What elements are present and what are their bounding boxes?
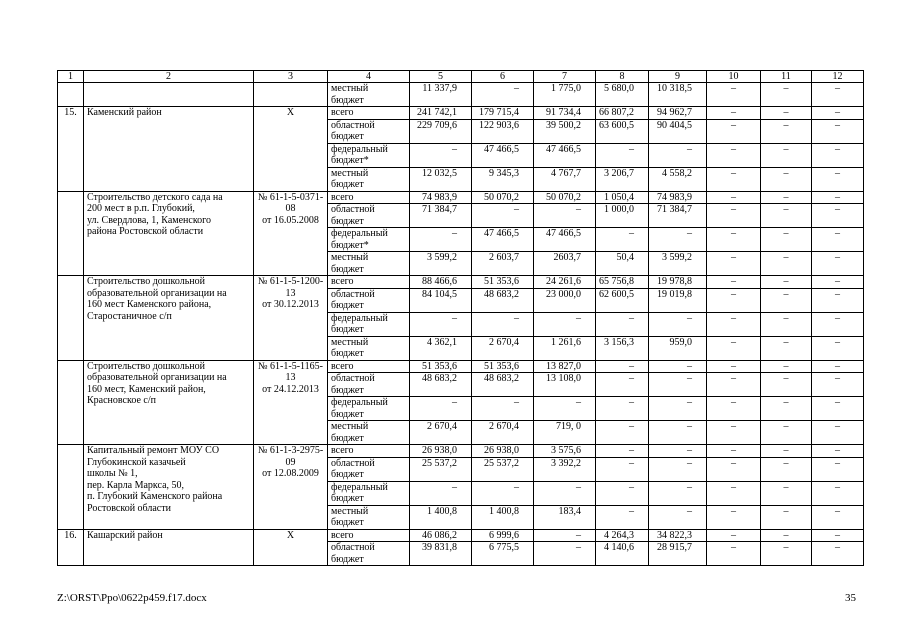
row-number [58, 83, 84, 107]
value-cell: 48 683,2 [472, 373, 534, 397]
funding-source: областной бюджет [328, 373, 410, 397]
funding-source: местный бюджет [328, 167, 410, 191]
value-cell: 28 915,7 [649, 542, 707, 566]
value-cell: – [707, 276, 761, 289]
funding-source: всего [328, 191, 410, 204]
value-cell: 4 362,1 [410, 336, 472, 360]
value-cell: – [649, 397, 707, 421]
table-row [58, 83, 864, 107]
value-cell: 719, 0 [534, 421, 596, 445]
value-cell: – [472, 481, 534, 505]
value-cell: – [596, 312, 649, 336]
value-cell: – [812, 336, 864, 360]
value-cell: – [707, 107, 761, 120]
value-cell: – [812, 191, 864, 204]
value-cell: 74 983,9 [649, 191, 707, 204]
value-cell: 19 019,8 [649, 288, 707, 312]
value-cell: – [472, 204, 534, 228]
value-cell: 959,0 [649, 336, 707, 360]
value-cell: – [707, 529, 761, 542]
value-cell: – [707, 505, 761, 529]
value-cell: 47 466,5 [534, 228, 596, 252]
value-cell: 3 156,3 [596, 336, 649, 360]
expertise-code [254, 83, 328, 107]
header-row [58, 71, 864, 83]
value-cell: – [596, 373, 649, 397]
value-cell: 2603,7 [534, 252, 596, 276]
value-cell: – [707, 204, 761, 228]
value-cell: – [761, 191, 812, 204]
value-cell: – [812, 505, 864, 529]
column-header: 7 [534, 71, 596, 83]
value-cell: – [707, 191, 761, 204]
value-cell: – [761, 360, 812, 373]
value-cell: 3 575,6 [534, 445, 596, 458]
table-body [58, 71, 864, 566]
value-cell: – [707, 445, 761, 458]
column-header: 5 [410, 71, 472, 83]
budget-table [57, 70, 864, 566]
value-cell: – [596, 445, 649, 458]
value-cell: 6 775,5 [472, 542, 534, 566]
value-cell: – [596, 505, 649, 529]
value-cell: 51 353,6 [410, 360, 472, 373]
value-cell: 66 807,2 [596, 107, 649, 120]
table-row [58, 360, 864, 373]
column-header: 11 [761, 71, 812, 83]
value-cell: – [649, 360, 707, 373]
value-cell: – [649, 505, 707, 529]
value-cell: 26 938,0 [410, 445, 472, 458]
value-cell: 229 709,6 [410, 119, 472, 143]
value-cell: 65 756,8 [596, 276, 649, 289]
column-header: 2 [84, 71, 254, 83]
funding-source: федеральный бюджет [328, 312, 410, 336]
value-cell: 50 070,2 [472, 191, 534, 204]
value-cell: – [707, 373, 761, 397]
value-cell: – [761, 252, 812, 276]
value-cell: – [761, 505, 812, 529]
value-cell: – [761, 167, 812, 191]
funding-source: местный бюджет [328, 505, 410, 529]
value-cell: – [761, 228, 812, 252]
value-cell: 13 108,0 [534, 373, 596, 397]
row-number: 16. [58, 529, 84, 566]
funding-source: местный бюджет [328, 83, 410, 107]
value-cell: 3 599,2 [410, 252, 472, 276]
value-cell: – [761, 143, 812, 167]
value-cell: 90 404,5 [649, 119, 707, 143]
funding-source: федеральный бюджет [328, 397, 410, 421]
value-cell: – [534, 397, 596, 421]
value-cell: – [649, 143, 707, 167]
value-cell: – [472, 83, 534, 107]
value-cell: – [410, 312, 472, 336]
value-cell: 3 206,7 [596, 167, 649, 191]
value-cell: – [707, 228, 761, 252]
value-cell: – [410, 397, 472, 421]
value-cell: – [761, 119, 812, 143]
funding-source: всего [328, 529, 410, 542]
value-cell: – [707, 481, 761, 505]
funding-source: местный бюджет [328, 421, 410, 445]
value-cell: 4 140,6 [596, 542, 649, 566]
funding-source: областной бюджет [328, 457, 410, 481]
row-number [58, 360, 84, 445]
funding-source: всего [328, 445, 410, 458]
value-cell: – [812, 457, 864, 481]
value-cell: 179 715,4 [472, 107, 534, 120]
value-cell: 23 000,0 [534, 288, 596, 312]
value-cell: – [649, 481, 707, 505]
value-cell: – [812, 481, 864, 505]
value-cell: – [707, 421, 761, 445]
value-cell: 19 978,8 [649, 276, 707, 289]
value-cell: – [761, 336, 812, 360]
value-cell: 74 983,9 [410, 191, 472, 204]
value-cell: 48 683,2 [472, 288, 534, 312]
value-cell: – [707, 143, 761, 167]
value-cell: – [649, 373, 707, 397]
value-cell: – [707, 252, 761, 276]
value-cell: – [812, 421, 864, 445]
column-header: 9 [649, 71, 707, 83]
value-cell: 241 742,1 [410, 107, 472, 120]
funding-source: федеральный бюджет [328, 481, 410, 505]
value-cell: – [761, 529, 812, 542]
funding-source: местный бюджет [328, 252, 410, 276]
funding-source: областной бюджет [328, 542, 410, 566]
value-cell: – [761, 421, 812, 445]
object-name: Строительство дошкольной образовательной организации на 160 мест, Каменский район, Красновское с/п [84, 360, 254, 445]
value-cell: 39 500,2 [534, 119, 596, 143]
value-cell: – [707, 542, 761, 566]
value-cell: – [761, 542, 812, 566]
value-cell: – [649, 445, 707, 458]
value-cell: – [534, 529, 596, 542]
value-cell: – [761, 373, 812, 397]
value-cell: 2 670,4 [410, 421, 472, 445]
value-cell: 94 962,7 [649, 107, 707, 120]
value-cell: – [534, 481, 596, 505]
value-cell: 9 345,3 [472, 167, 534, 191]
value-cell: 1 400,8 [410, 505, 472, 529]
row-number [58, 445, 84, 530]
value-cell: – [812, 119, 864, 143]
value-cell: 46 086,2 [410, 529, 472, 542]
value-cell: 48 683,2 [410, 373, 472, 397]
column-header: 8 [596, 71, 649, 83]
value-cell: – [596, 228, 649, 252]
value-cell: – [812, 397, 864, 421]
value-cell: 71 384,7 [649, 204, 707, 228]
value-cell: – [812, 228, 864, 252]
value-cell: – [761, 276, 812, 289]
value-cell: – [596, 421, 649, 445]
value-cell: 4 558,2 [649, 167, 707, 191]
value-cell: – [812, 167, 864, 191]
value-cell: – [761, 397, 812, 421]
row-number [58, 191, 84, 276]
value-cell: 25 537,2 [472, 457, 534, 481]
value-cell: – [812, 312, 864, 336]
value-cell: – [812, 529, 864, 542]
value-cell: 1 000,0 [596, 204, 649, 228]
value-cell: – [812, 252, 864, 276]
value-cell: 63 600,5 [596, 119, 649, 143]
value-cell: 4 767,7 [534, 167, 596, 191]
value-cell: 47 466,5 [472, 228, 534, 252]
value-cell: – [707, 360, 761, 373]
value-cell: – [534, 542, 596, 566]
table-row [58, 276, 864, 289]
value-cell: 2 670,4 [472, 336, 534, 360]
column-header: 12 [812, 71, 864, 83]
value-cell: – [812, 542, 864, 566]
value-cell: – [596, 457, 649, 481]
value-cell: 12 032,5 [410, 167, 472, 191]
table-row [58, 107, 864, 120]
value-cell: 24 261,6 [534, 276, 596, 289]
value-cell: 3 392,2 [534, 457, 596, 481]
value-cell: – [410, 228, 472, 252]
value-cell: 50,4 [596, 252, 649, 276]
value-cell: – [812, 83, 864, 107]
value-cell: 11 337,9 [410, 83, 472, 107]
value-cell: – [707, 288, 761, 312]
value-cell: – [596, 360, 649, 373]
value-cell: 62 600,5 [596, 288, 649, 312]
value-cell: 13 827,0 [534, 360, 596, 373]
value-cell: – [534, 204, 596, 228]
expertise-code: № 61-1-5-0371-08 от 16.05.2008 [254, 191, 328, 276]
object-name: Капитальный ремонт МОУ СО Глубокинской казачьей школы № 1, пер. Карла Маркса, 50, п. Глубокий Каменского района Ростовской области [84, 445, 254, 530]
value-cell: 91 734,4 [534, 107, 596, 120]
value-cell: 88 466,6 [410, 276, 472, 289]
value-cell: – [812, 288, 864, 312]
expertise-code: № 61-1-3-2975-09 от 12.08.2009 [254, 445, 328, 530]
table-row [58, 529, 864, 542]
column-header: 3 [254, 71, 328, 83]
expertise-code: Х [254, 529, 328, 566]
column-header: 4 [328, 71, 410, 83]
value-cell: – [596, 397, 649, 421]
funding-source: всего [328, 276, 410, 289]
value-cell: – [761, 107, 812, 120]
value-cell: 51 353,6 [472, 276, 534, 289]
value-cell: 1 775,0 [534, 83, 596, 107]
footer-page-number: 35 [845, 592, 856, 604]
value-cell: – [649, 421, 707, 445]
value-cell: – [812, 360, 864, 373]
value-cell: 26 938,0 [472, 445, 534, 458]
value-cell: 1 400,8 [472, 505, 534, 529]
value-cell: – [761, 288, 812, 312]
value-cell: – [596, 143, 649, 167]
value-cell: – [707, 457, 761, 481]
value-cell: – [812, 276, 864, 289]
value-cell: 183,4 [534, 505, 596, 529]
value-cell: 10 318,5 [649, 83, 707, 107]
column-header: 6 [472, 71, 534, 83]
funding-source: местный бюджет [328, 336, 410, 360]
value-cell: – [812, 143, 864, 167]
value-cell: – [761, 445, 812, 458]
value-cell: – [761, 481, 812, 505]
value-cell: – [472, 397, 534, 421]
row-number [58, 276, 84, 361]
value-cell: – [812, 204, 864, 228]
value-cell: 122 903,6 [472, 119, 534, 143]
value-cell: 3 599,2 [649, 252, 707, 276]
value-cell: 50 070,2 [534, 191, 596, 204]
funding-source: федеральный бюджет* [328, 228, 410, 252]
expertise-code: № 61-1-5-1165-13 от 24.12.2013 [254, 360, 328, 445]
value-cell: – [707, 119, 761, 143]
object-name: Каменский район [84, 107, 254, 192]
table-row [58, 445, 864, 458]
value-cell: 1 261,6 [534, 336, 596, 360]
value-cell: 71 384,7 [410, 204, 472, 228]
value-cell: – [410, 481, 472, 505]
object-name [84, 83, 254, 107]
funding-source: областной бюджет [328, 119, 410, 143]
value-cell: – [812, 107, 864, 120]
value-cell: – [707, 167, 761, 191]
expertise-code: № 61-1-5-1200-13 от 30.12.2013 [254, 276, 328, 361]
value-cell: – [649, 457, 707, 481]
row-number: 15. [58, 107, 84, 192]
object-name: Кашарский район [84, 529, 254, 566]
value-cell: – [534, 312, 596, 336]
value-cell: – [761, 312, 812, 336]
value-cell: – [707, 83, 761, 107]
value-cell: – [707, 312, 761, 336]
value-cell: 51 353,6 [472, 360, 534, 373]
table-row [58, 191, 864, 204]
expertise-code: Х [254, 107, 328, 192]
value-cell: – [761, 204, 812, 228]
value-cell: 47 466,5 [534, 143, 596, 167]
value-cell: 47 466,5 [472, 143, 534, 167]
funding-source: всего [328, 107, 410, 120]
object-name: Строительство детского сада на 200 мест в р.п. Глубокий, ул. Свердлова, 1, Каменского района Ростовской области [84, 191, 254, 276]
value-cell: – [410, 143, 472, 167]
value-cell: – [707, 397, 761, 421]
value-cell: – [649, 312, 707, 336]
value-cell: 1 050,4 [596, 191, 649, 204]
value-cell: – [596, 481, 649, 505]
column-header: 10 [707, 71, 761, 83]
value-cell: – [812, 373, 864, 397]
funding-source: областной бюджет [328, 204, 410, 228]
footer-file-path: Z:\ORST\Ppo\0622p459.f17.docx [57, 592, 207, 604]
value-cell: – [761, 83, 812, 107]
value-cell: 34 822,3 [649, 529, 707, 542]
value-cell: 2 670,4 [472, 421, 534, 445]
object-name: Строительство дошкольной образовательной организации на 160 мест Каменского района, Старостаничное с/п [84, 276, 254, 361]
value-cell: 25 537,2 [410, 457, 472, 481]
funding-source: всего [328, 360, 410, 373]
value-cell: – [649, 228, 707, 252]
value-cell: 39 831,8 [410, 542, 472, 566]
value-cell: 6 999,6 [472, 529, 534, 542]
value-cell: 4 264,3 [596, 529, 649, 542]
funding-source: федеральный бюджет* [328, 143, 410, 167]
value-cell: – [472, 312, 534, 336]
value-cell: – [761, 457, 812, 481]
funding-source: областной бюджет [328, 288, 410, 312]
value-cell: 5 680,0 [596, 83, 649, 107]
column-header: 1 [58, 71, 84, 83]
value-cell: – [812, 445, 864, 458]
value-cell: 2 603,7 [472, 252, 534, 276]
value-cell: – [707, 336, 761, 360]
value-cell: 84 104,5 [410, 288, 472, 312]
